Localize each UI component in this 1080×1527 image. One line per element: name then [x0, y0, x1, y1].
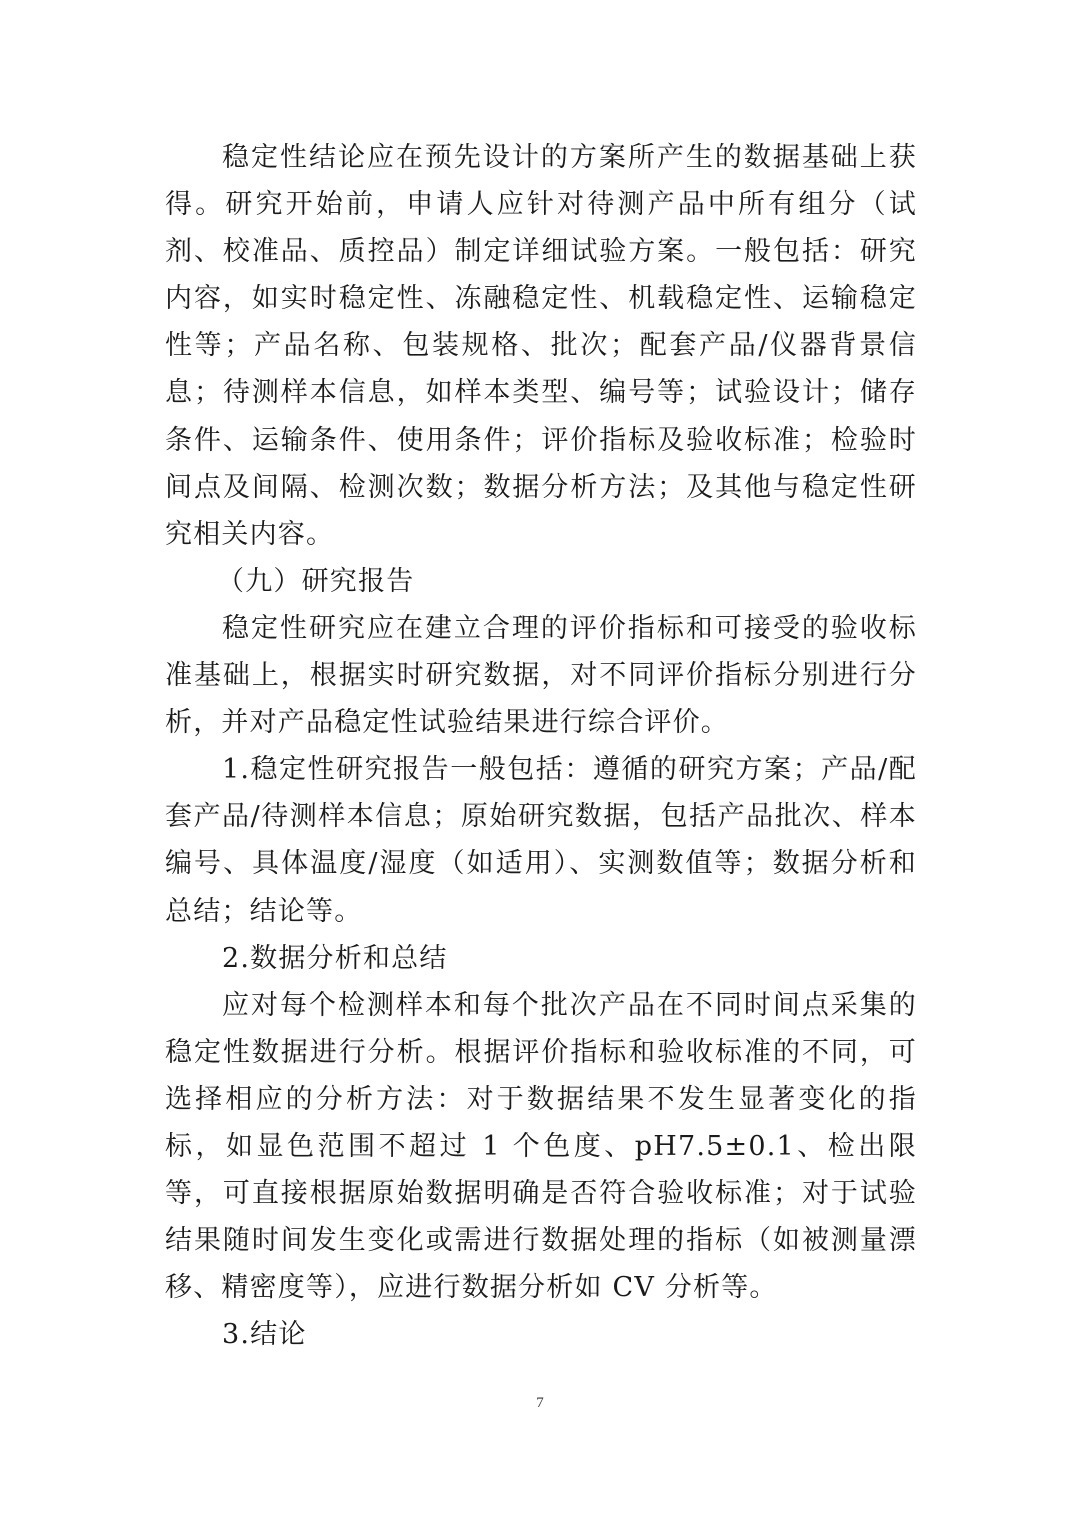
paragraph-stability-conclusion-basis: 稳定性结论应在预先设计的方案所产生的数据基础上获得。研究开始前，申请人应针对待测产品中所有组分（试剂、校准品、质控品）制定详细试验方案。一般包括：研究内容，如实时稳定性、冻融稳定性、机载稳定性、运输稳定性等；产品名称、包装规格、批次；配套产品/仪器背景信息；待测样本信息，如样本类型、编号等；试验设计；储存条件、运输条件、使用条件；评价指标及验收标准；检验时间点及间隔、检测次数；数据分析方法；及其他与稳定性研究相关内容。 [165, 142, 917, 550]
section-heading-research-report: （九）研究报告 [217, 565, 415, 597]
page-number: 7 [536, 1395, 544, 1411]
paragraph-data-analysis: 应对每个检测样本和每个批次产品在不同时间点采集的稳定性数据进行分析。根据评价指标和验收标准的不同，可选择相应的分析方法：对于数据结果不发生显著变化的指标，如显色范围不超过 1 个色度、pH7.5±0.1、检出限等，可直接根据原始数据明确是否符合验收标准；对于试验结果随时间发生变化或需进行数据处理的指标（如被测量漂移、精密度等），应进行数据分析如 CV 分析等。 [165, 989, 917, 1304]
subheading-data-analysis: 2.数据分析和总结 [222, 942, 448, 974]
paragraph-research-report-intro: 稳定性研究应在建立合理的评价指标和可接受的验收标准基础上，根据实时研究数据，对不同评价指标分别进行分析，并对产品稳定性试验结果进行综合评价。 [165, 612, 917, 739]
subheading-conclusion: 3.结论 [222, 1319, 307, 1351]
document-body [165, 134, 917, 1358]
paragraph-report-contents: 1.稳定性研究报告一般包括：遵循的研究方案；产品/配套产品/待测样本信息；原始研究数据，包括产品批次、样本编号、具体温度/湿度（如适用）、实测数值等；数据分析和总结；结论等。 [165, 754, 917, 927]
